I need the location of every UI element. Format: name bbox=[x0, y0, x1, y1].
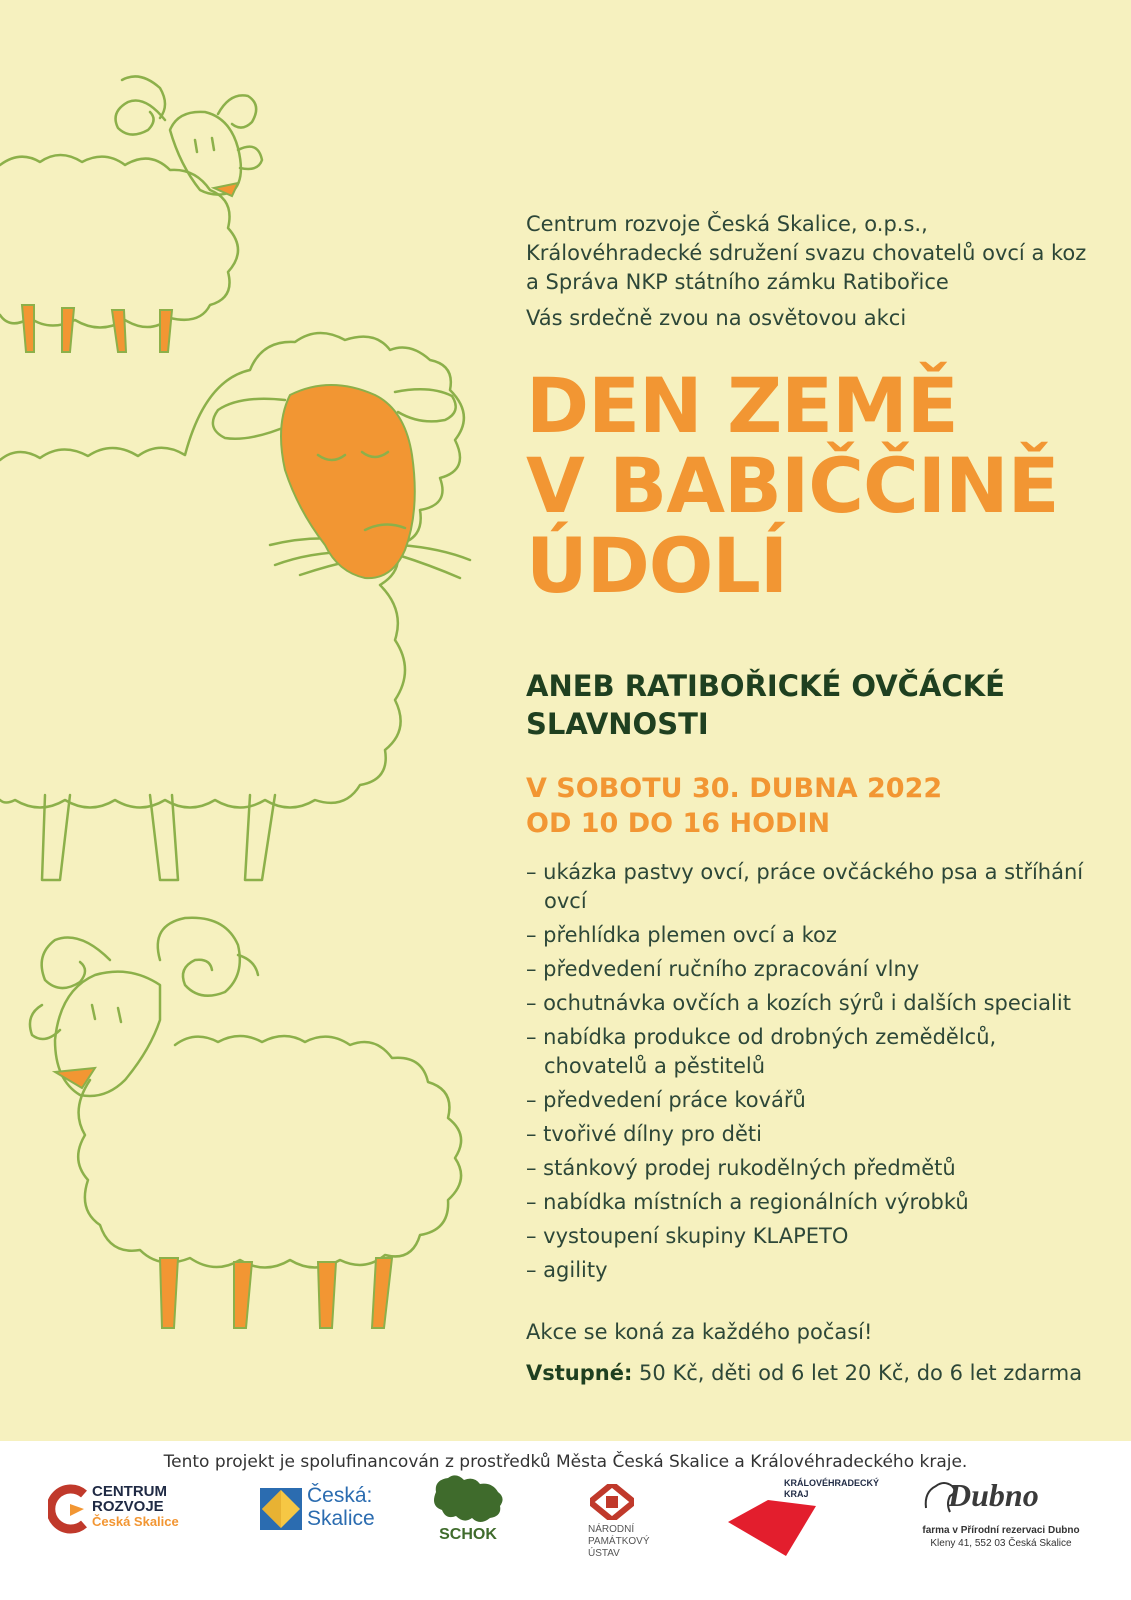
sheep-3-body bbox=[78, 1036, 461, 1268]
npu-line: NÁRODNÍ bbox=[588, 1524, 635, 1535]
organizer-line: a Správa NKP státního zámku Ratibořice bbox=[526, 270, 949, 294]
schok-logo bbox=[428, 1472, 508, 1552]
activity-item: – vystoupení skupiny KLAPETO bbox=[526, 1224, 849, 1248]
dubno-logo bbox=[916, 1476, 1086, 1566]
subtitle-line: SLAVNOSTI bbox=[526, 707, 709, 741]
ceska-skalice-logo bbox=[260, 1484, 390, 1534]
subtitle-line: ANEB RATIBOŘICKÉ OVČÁCKÉ bbox=[526, 669, 1005, 703]
npu-icon bbox=[590, 1484, 634, 1520]
intro-block bbox=[526, 210, 1106, 330]
centrum-logo-icon bbox=[48, 1484, 92, 1534]
npu-line: PAMÁTKOVÝ bbox=[588, 1536, 650, 1547]
title-line: ÚDOLÍ bbox=[526, 521, 788, 610]
admission-info bbox=[526, 1361, 1082, 1385]
event-date bbox=[526, 771, 1086, 841]
activity-item: – nabídka produkce od drobných zemědělců, chovatelů a pěstitelů bbox=[526, 1025, 997, 1078]
time-line: OD 10 DO 16 HODIN bbox=[526, 808, 831, 839]
activity-item: – agility bbox=[526, 1258, 608, 1282]
schok-label: SCHOK bbox=[439, 1526, 497, 1543]
sheep-illustrations bbox=[0, 0, 520, 1340]
funding-note: Tento projekt je spolufinancován z prostředků Města Česká Skalice a Královéhradeckého kraje. bbox=[163, 1452, 968, 1472]
title-line: DEN ZEMĚ bbox=[526, 361, 958, 450]
kraj-line: KRAJ bbox=[784, 1489, 809, 1499]
activity-item: – předvedení práce kovářů bbox=[526, 1088, 806, 1112]
weather-note: Akce se koná za každého počasí! bbox=[526, 1320, 873, 1344]
sheep-1-head bbox=[170, 112, 241, 195]
npu-line: ÚSTAV bbox=[588, 1548, 620, 1559]
activity-item: – tvořivé dílny pro děti bbox=[526, 1122, 762, 1146]
invitation-text: Vás srdečně zvou na osvětovou akci bbox=[526, 306, 907, 330]
dubno-line: farma v Přírodní rezervaci Dubno bbox=[922, 1525, 1080, 1536]
kraj-line: KRÁLOVÉHRADECKÝ bbox=[784, 1478, 880, 1488]
ceska-skalice-line: Skalice bbox=[307, 1507, 375, 1530]
centrum-logo-line: ROZVOJE bbox=[92, 1498, 164, 1515]
activity-list bbox=[526, 858, 1106, 1290]
kraj-heart-icon bbox=[728, 1500, 818, 1556]
date-line: V SOBOTU 30. DUBNA 2022 bbox=[526, 773, 943, 804]
organizer-line: Centrum rozvoje Česká Skalice, o.p.s., bbox=[526, 212, 928, 236]
activity-item: – nabídka místních a regionálních výrobků bbox=[526, 1190, 969, 1214]
event-title bbox=[526, 361, 1126, 610]
event-subtitle bbox=[526, 667, 1086, 743]
admission-text: 50 Kč, děti od 6 let 20 Kč, do 6 let zdarma bbox=[632, 1361, 1083, 1385]
sheep-2-face bbox=[281, 385, 415, 578]
schok-map-icon bbox=[428, 1472, 508, 1528]
dubno-line: Kleny 41, 552 03 Česká Skalice bbox=[930, 1538, 1072, 1549]
activity-item: – stánkový prodej rukodělných předmětů bbox=[526, 1156, 956, 1180]
npu-logo bbox=[588, 1484, 668, 1568]
activity-item: – ukázka pastvy ovcí, práce ovčáckého psa a stříhání ovcí bbox=[526, 860, 1084, 913]
admission-label: Vstupné: bbox=[526, 1361, 633, 1385]
centrum-logo-line: CENTRUM bbox=[92, 1483, 167, 1500]
title-line: V BABIČČINĚ bbox=[526, 441, 1059, 530]
activity-item: – přehlídka plemen ovcí a koz bbox=[526, 923, 837, 947]
centrum-rozvoje-logo bbox=[48, 1484, 198, 1534]
activity-item: – předvedení ručního zpracování vlny bbox=[526, 957, 920, 981]
sheep-1-body bbox=[0, 155, 238, 328]
dubno-wordmark: Dubno bbox=[948, 1477, 1039, 1513]
centrum-logo-line: Česká Skalice bbox=[92, 1514, 179, 1529]
ceska-skalice-icon bbox=[260, 1488, 302, 1530]
kralovehradecky-kraj-logo bbox=[728, 1478, 878, 1562]
organizer-line: Královéhradecké sdružení svazu chovatelů ovcí a koz bbox=[526, 241, 1087, 265]
ceska-skalice-line: Česká: bbox=[307, 1484, 373, 1507]
activity-item: – ochutnávka ovčích a kozích sýrů i dalších specialit bbox=[526, 991, 1071, 1015]
